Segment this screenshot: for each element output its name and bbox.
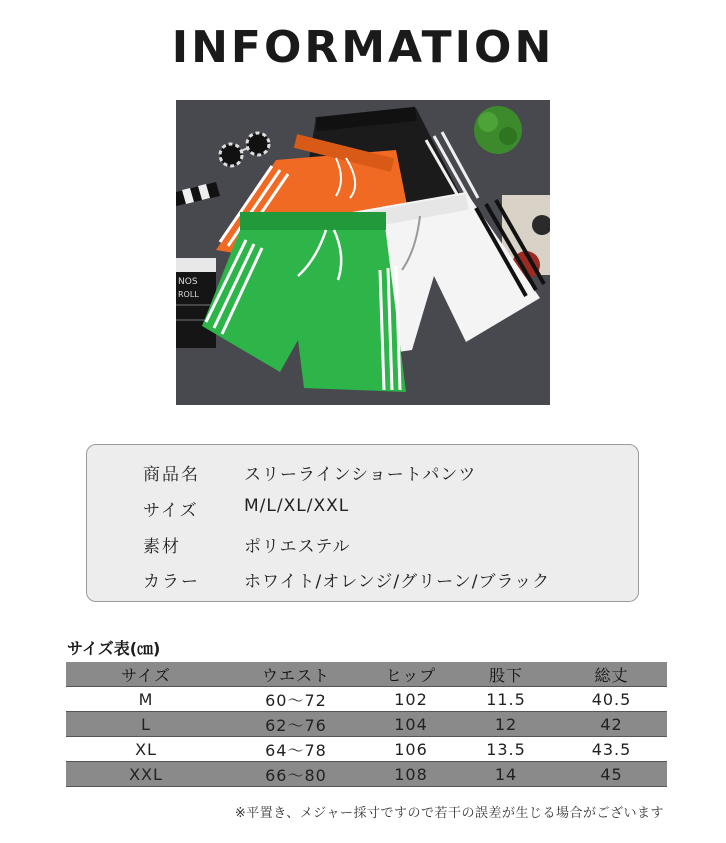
table-cell: 102: [394, 689, 428, 709]
info-label: 商品名: [143, 465, 200, 485]
info-value: M/L/XL/XXL: [244, 496, 350, 516]
info-value: ポリエステル: [244, 537, 351, 557]
table-cell: 14: [494, 764, 518, 784]
table-cell: XL: [135, 739, 157, 759]
table-row: [66, 712, 667, 737]
size-table-header-row: [66, 662, 667, 687]
page-title: INFORMATION: [171, 22, 555, 73]
size-table: [66, 662, 667, 787]
table-row: [66, 762, 667, 787]
table-cell: 40.5: [591, 689, 632, 709]
plant-prop: [474, 106, 522, 154]
header-cell-hip: ヒップ: [366, 662, 456, 687]
header-cell-waist: ウエスト: [226, 662, 366, 687]
info-label: カラー: [143, 572, 200, 592]
table-cell: 12: [494, 714, 518, 734]
info-value: スリーラインショートパンツ: [244, 465, 477, 485]
info-row-material: [87, 532, 640, 562]
size-table-caption: サイズ表(㎝): [67, 639, 161, 658]
table-cell: 66～80: [265, 765, 327, 785]
table-cell: 108: [394, 764, 428, 784]
info-value: ホワイト/オレンジ/グリーン/ブラック: [244, 572, 551, 592]
table-row: [66, 687, 667, 712]
table-cell: 45: [600, 764, 623, 784]
info-row-product-name: [87, 460, 640, 490]
product-photo: [176, 100, 550, 405]
info-label: サイズ: [143, 501, 199, 521]
table-cell: 13.5: [486, 739, 526, 759]
table-cell: 42: [600, 714, 623, 734]
table-cell: 43.5: [591, 739, 632, 759]
table-row: [66, 737, 667, 762]
table-cell: 104: [394, 714, 428, 734]
footnote: ※平置き、メジャー採寸ですので若干の誤差が生じる場合がございます: [234, 806, 664, 821]
info-row-size: [87, 496, 640, 526]
info-row-color: [87, 567, 640, 597]
header-cell-length: 総丈: [556, 662, 667, 687]
header-cell-size: サイズ: [66, 662, 226, 687]
svg-text:ROLL: ROLL: [178, 290, 199, 299]
table-cell: 64～78: [265, 740, 327, 760]
table-cell: XXL: [129, 764, 163, 784]
table-cell: 106: [394, 739, 428, 759]
table-cell: 60～72: [265, 690, 327, 710]
table-cell: L: [141, 714, 151, 734]
header-cell-inseam: 股下: [456, 662, 556, 687]
table-cell: M: [138, 689, 154, 709]
product-info-box: [86, 444, 639, 602]
clapboard-label: NOS: [178, 277, 198, 287]
info-label: 素材: [143, 537, 181, 557]
table-cell: 11.5: [486, 689, 526, 709]
clapboard-prop-2: [176, 258, 216, 348]
table-cell: 62～76: [265, 715, 327, 735]
